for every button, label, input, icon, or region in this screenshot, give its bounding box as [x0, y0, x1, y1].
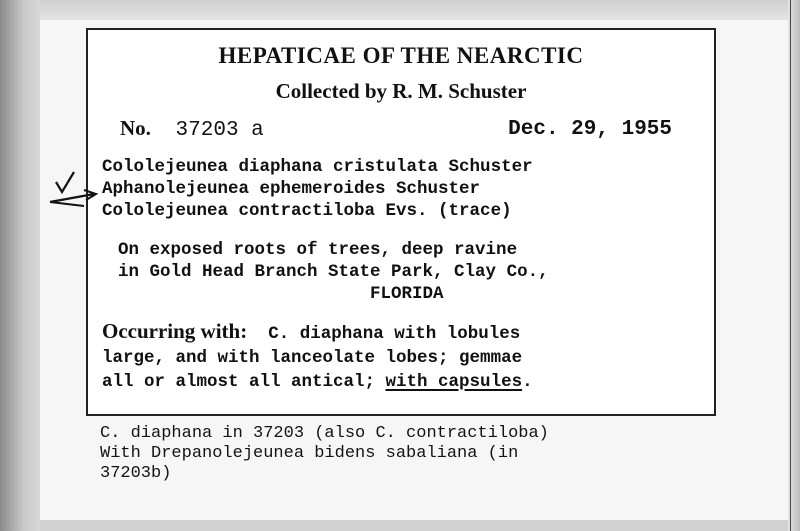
capsules-note: with capsules — [385, 372, 523, 392]
occurring-text: C. diaphana with lobules — [268, 324, 521, 344]
habitat-line: On exposed roots of trees, deep ravine — [118, 240, 518, 260]
checkmark-arrow-icon — [46, 168, 106, 212]
label-title: HEPATICAE OF THE NEARCTIC — [218, 43, 584, 68]
scan-border-right — [788, 0, 800, 531]
label-subtitle: Collected by R. M. Schuster — [275, 79, 527, 103]
note-line: With Drepanolejeunea bidens sabaliana (in — [100, 444, 519, 463]
scan-border-top — [40, 0, 800, 20]
specimen-label — [86, 28, 716, 416]
occurring-text: large, and with lanceolate lobes; gemmae — [102, 348, 523, 368]
number-label: No. — [120, 116, 151, 140]
occurring-text: . — [522, 372, 533, 392]
specimen-number — [120, 116, 264, 142]
habitat-line: in Gold Head Branch State Park, Clay Co., — [118, 262, 549, 282]
note-line: C. diaphana in 37203 (also C. contractiloba) — [100, 424, 549, 443]
species-line: Cololejeunea contractiloba Evs. (trace) — [102, 201, 512, 221]
number-value: 37203 a — [175, 119, 264, 142]
scan-border-left — [0, 0, 40, 531]
species-line: Cololejeunea diaphana cristulata Schuster — [102, 157, 533, 177]
occurring-with — [102, 319, 533, 394]
species-line: Aphanolejeunea ephemeroides Schuster — [102, 179, 481, 199]
note-line: 37203b) — [100, 464, 172, 483]
habitat-line: FLORIDA — [118, 284, 444, 304]
occurring-label: Occurring with: — [102, 319, 248, 343]
species-list — [102, 156, 533, 222]
annotation-notes — [100, 424, 549, 484]
collection-date: Dec. 29, 1955 — [508, 118, 672, 141]
occurring-text: all or almost all antical; — [102, 372, 386, 392]
habitat-description — [118, 239, 549, 305]
